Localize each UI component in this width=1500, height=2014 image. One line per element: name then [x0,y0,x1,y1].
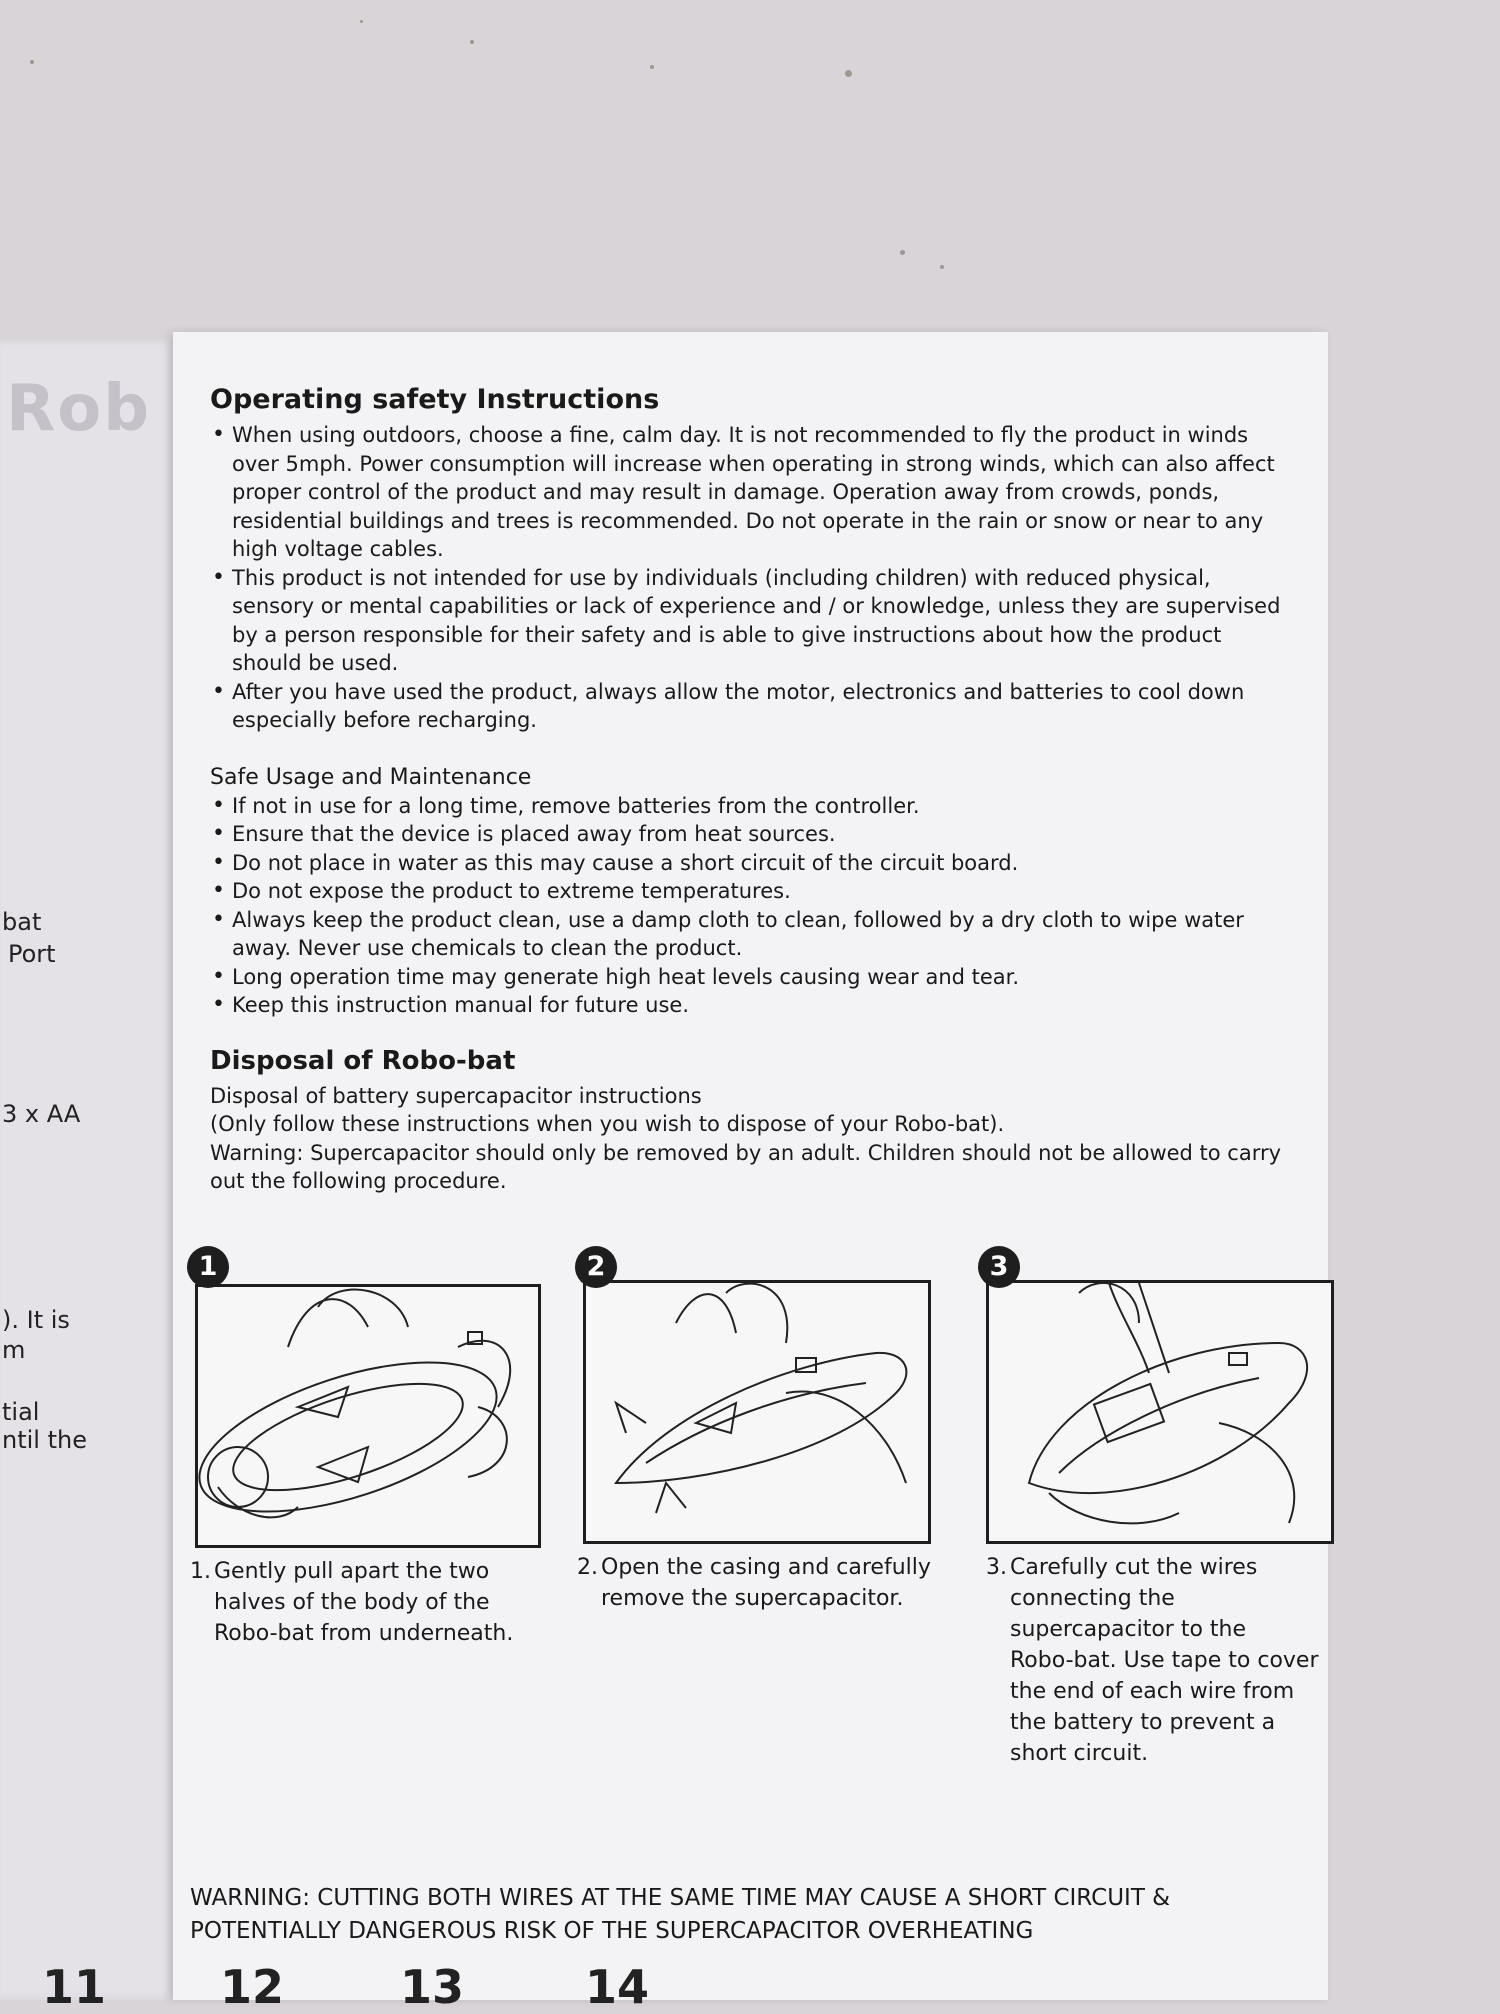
robo-bat-illustration-icon [198,1287,538,1545]
page-number: 11 [42,1960,107,2014]
disposal-steps [190,1251,1319,1792]
left-page-text: ntil the [2,1426,87,1454]
step-2-badge: 2 [575,1246,617,1288]
disposal-line: (Only follow these instructions when you wish to dispose of your Robo-bat). [210,1112,1005,1136]
list-item: • If not in use for a long time, remove batteries from the controller. [210,792,1310,821]
maintenance-list [210,792,1310,1020]
left-page-logo: Rob [6,372,152,446]
left-page-text: ). It is [2,1306,70,1334]
left-page-text: Port [8,940,56,968]
maintenance-heading: Safe Usage and Maintenance [210,764,532,790]
disposal-heading: Disposal of Robo-bat [210,1045,516,1076]
left-page-text: tial [2,1398,40,1426]
disposal-line: Warning: Supercapacitor should only be removed by an adult. Children should not be allowed to carry [210,1140,1282,1165]
step-3-badge: 3 [978,1246,1020,1288]
left-page-text: m [2,1336,26,1364]
safety-heading: Operating safety Instructions [210,384,660,415]
step-2-illustration [583,1280,931,1544]
robo-bat-illustration-icon [586,1283,928,1541]
left-page-text: 3 x AA [2,1100,81,1128]
list-item: • Do not place in water as this may cause a short circuit of the circuit board. [210,849,1310,878]
warning-text: WARNING: CUTTING BOTH WIRES AT THE SAME TIME MAY CAUSE A SHORT CIRCUIT & POTENTIALLY DANGEROUS RISK OF THE SUPERCAPACITOR OVERHEATING [190,1885,1171,1944]
list-item: • Always keep the product clean, use a damp cloth to clean, followed by a dry cloth to wipe water away. Never use chemicals to clean the product. [210,906,1310,963]
page-number: 13 [400,1960,465,2014]
list-item: • Ensure that the device is placed away from heat sources. [210,820,1310,849]
disposal-line: Disposal of battery supercapacitor instructions [210,1083,702,1108]
list-item: • Long operation time may generate high heat levels causing wear and tear. [210,963,1310,992]
step-1-caption: 1. Gently pull apart the two halves of the body of the Robo-bat from underneath. [190,1559,514,1646]
list-item: • Keep this instruction manual for future use. [210,991,1310,1020]
disposal-instructions [210,1082,1310,1196]
left-page [0,340,175,2000]
step-1-badge: 1 [187,1246,229,1288]
step-2-caption: 2. Open the casing and carefully remove the supercapacitor. [577,1555,931,1611]
page-number: 14 [585,1960,650,2014]
manual-page [173,332,1328,2000]
list-item: • Do not expose the product to extreme temperatures. [210,877,1310,906]
step-1-illustration [195,1284,541,1548]
list-item: • After you have used the product, always allow the motor, electronics and batteries to cool down especially before recharging. [210,678,1310,735]
step-3-caption: 3. Carefully cut the wires connecting the supercapacitor to the Robo-bat. Use tape to cover the end of each wire from the battery to prevent a short circuit. [986,1555,1319,1766]
list-item: • This product is not intended for use by individuals (including children) with reduced physical, sensory or mental capabilities or lack of experience and / or knowledge, unless they are supervised by a person responsible for their safety and is able to give instructions about how the product should be used. [210,564,1310,678]
robo-bat-illustration-icon [989,1283,1331,1541]
page-number: 12 [220,1960,285,2014]
step-3-illustration [986,1280,1334,1544]
disposal-line: out the following procedure. [210,1169,507,1193]
left-page-text: bat [2,908,42,936]
list-item: • When using outdoors, choose a fine, calm day. It is not recommended to fly the product in winds over 5mph. Power consumption will increase when operating in strong winds, which can also affect proper control of the product and may result in damage. Operation away from crowds, ponds, residential buildings and trees is recommended. Do not operate in the rain or snow or near to any high voltage cables. [210,421,1310,564]
safety-list [210,421,1310,735]
